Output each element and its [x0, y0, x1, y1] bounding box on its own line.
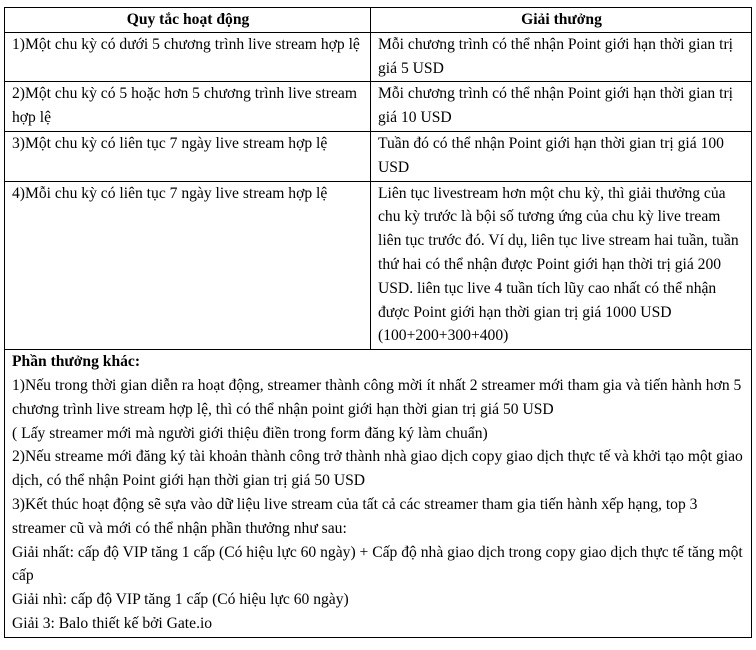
header-rules: Quy tắc hoạt động [5, 8, 371, 33]
table-row [5, 181, 752, 350]
other-reward-line: 3)Kết thúc hoạt động sẽ sựa vào dữ liệu live stream của tất cả các streamer tham gia tiến hành xếp hạng, top 3 streamer cũ và mới có thể nhận phần thưởng như sau: [12, 495, 698, 537]
rule-cell: 2)Một chu kỳ có 5 hoặc hơn 5 chương trình live stream hợp lệ [5, 82, 371, 132]
other-reward-line: 2)Nếu streame mới đăng ký tài khoản thành công trở thành nhà giao dịch copy giao dịch thực tế và khởi tạo một giao dịch, có thể nhận Point giới hạn thời gian trị giá 50 USD [12, 448, 743, 490]
other-rewards-row [5, 350, 752, 638]
document [4, 7, 752, 638]
other-reward-line: Giải nhất: cấp độ VIP tăng 1 cấp (Có hiệu lực 60 ngày) + Cấp độ nhà giao dịch trong copy giao dịch thực tế tăng một cấp [12, 543, 743, 585]
other-reward-line: Giải 3: Balo thiết kế bởi Gate.io [12, 614, 213, 632]
table-header-row [5, 8, 752, 33]
other-reward-line: ( Lấy streamer mới mà người giới thiệu điền trong form đăng ký làm chuẩn) [12, 424, 488, 442]
other-reward-line: Giải nhì: cấp độ VIP tăng 1 cấp (Có hiệu lực 60 ngày) [12, 591, 349, 609]
rules-rewards-table [4, 7, 752, 638]
reward-cell: Tuần đó có thể nhận Point giới hạn thời gian trị giá 100 USD [371, 131, 752, 181]
reward-cell: Mỗi chương trình có thể nhận Point giới hạn thời gian trị giá 10 USD [371, 82, 752, 132]
table-row [5, 131, 752, 181]
other-rewards-title: Phần thưởng khác: [12, 353, 141, 371]
table-row [5, 32, 752, 82]
reward-formula: (100+200+300+400) [378, 327, 509, 345]
reward-cell [371, 181, 752, 350]
rule-cell: 4)Mỗi chu kỳ có liên tục 7 ngày live stream hợp lệ [5, 181, 371, 350]
other-rewards-cell [5, 350, 752, 638]
reward-cell: Mỗi chương trình có thể nhận Point giới hạn thời gian trị giá 5 USD [371, 32, 752, 82]
rule-cell: 1)Một chu kỳ có dưới 5 chương trình live stream hợp lệ [5, 32, 371, 82]
rule-cell: 3)Một chu kỳ có liên tục 7 ngày live stream hợp lệ [5, 131, 371, 181]
table-row [5, 82, 752, 132]
header-rewards: Giải thưởng [371, 8, 752, 33]
other-reward-line: 1)Nếu trong thời gian diễn ra hoạt động, streamer thành công mời ít nhất 2 streamer mới tham gia và tiến hành hơn 5 chương trình live stream hợp lệ, thì có thể nhận point giới hạn thời gian trị giá 50 USD [12, 376, 742, 418]
reward-text: Liên tục livestream hơn một chu kỳ, thì giải thưởng của chu kỳ trước là bội số tương ứng của chu kỳ live tream liên tục trước đó. Ví dụ, liên tục live stream hai tuần, tuần thứ hai có thể nhận được Point giới hạn thời trị giá 200 USD. liên tục live 4 tuần tích lũy cao nhất có thể nhận được Point giới hạn thời gian trị giá 1000 USD [378, 184, 739, 321]
